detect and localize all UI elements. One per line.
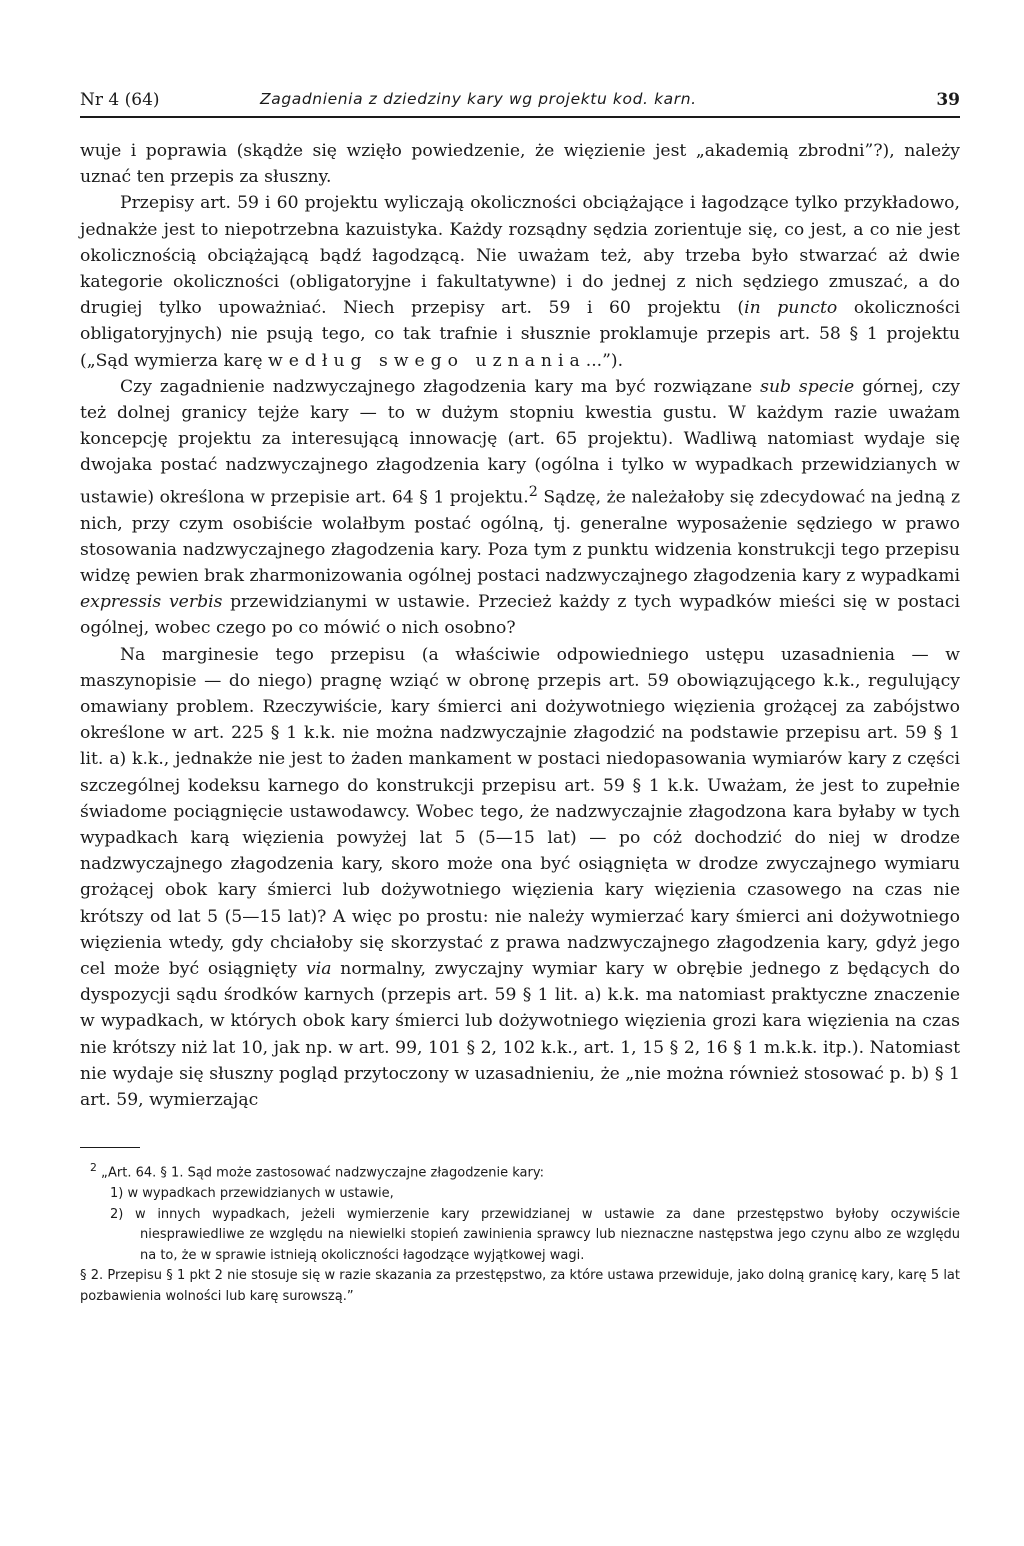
paragraph-4-italic: via [306, 959, 332, 980]
document-page [80, 84, 960, 1307]
paragraph-3 [80, 374, 960, 642]
paragraph-4-text-a: Na marginesie tego przepisu (a właściwie odpowiedniego ustępu uzasadnienia — w maszynopisie — do niego) pragnę wziąć w obronę przepis art. 59 obowiązującego k.k., regulujący omawiany problem. Rzeczywiście, kary śmierci ani dożywotniego więzienia grożącej za zabójstwo określone w art. 225 § 1 k.k. nie można nadzwyczajnie złagodzić na podstawie przepisu art. 59 § 1 lit. a) k.k., jednakże nie jest to żaden mankament w postaci niedopasowania wymiarów kary z części szczególnej kodeksu karnego do konstrukcji przepisu art. 59 § 1 k.k. Uważam, że jest to zupełnie świadome pociągnięcie ustawodawcy. Wobec tego, że nadzwyczajnie złagodzona kara byłaby w tych wypadkach karą więzienia powyżej lat 5 (5—15 lat) — po cóż dochodzić do niej w drodze nadzwyczajnego złagodzenia kary, skoro może ona być osiągnięta w drodze zwyczajnego wymiaru grożącej obok kary śmierci lub dożywotniego więzienia kary więzienia czasowego na czas nie krótszy od lat 5 (5—15 lat)? A więc po prostu: nie należy wymierzać kary śmierci ani dożywotniego więzienia wtedy, gdy chciałoby się skorzystać z prawa nadzwyczajnego złagodzenia kary, gdyż jego cel może być osiągnięty [80, 644, 960, 980]
paragraph-2-text-b: okoliczności obligatoryjnych) nie psują tego, co tak trafnie i słusznie proklamuje przepis art. 58 § 1 projektu („Sąd wymierza karę [80, 298, 960, 371]
paragraph-3-italic: sub specie [760, 376, 855, 397]
footnote-ref: 2 [528, 483, 538, 500]
paragraph-3-italic-2: expressis verbis [80, 592, 223, 613]
footnotes [80, 1158, 960, 1307]
paragraph-3-text-b: górnej, czy też dolnej granicy tejże kary — to w dużym stopniu kwestia gustu. W każdym razie uważam koncepcję projektu za interesującą innowację (art. 65 projektu). Wadliwą natomiast wydaje się dwojaka postać nadzwyczajnego złagodzenia kary (ogólna i tylko w wypadkach przewidzianych w ustawie) określona w przepisie art. 64 § 1 projektu. [80, 376, 960, 508]
paragraph-1 [80, 138, 960, 190]
footnote-divider [80, 1147, 140, 1148]
paragraph-2 [80, 190, 960, 373]
paragraph-2-spaced: według swego uznania [267, 350, 586, 371]
running-header [80, 84, 960, 118]
paragraph-2-italic: in puncto [744, 298, 838, 319]
page-number: 39 [936, 90, 960, 110]
footnote-item-1: 1) w wypadkach przewidzianych w ustawie, [110, 1186, 394, 1202]
footnote-paragraph-2: § 2. Przepisu § 1 pkt 2 nie stosuje się w razie skazania za przestępstwo, za które ustawa przewiduje, jako dolną granicę kary, karę 5 lat pozbawienia wolności lub karę surowszą.” [80, 1268, 960, 1304]
paragraph-3-text-c: Sądzę, że należałoby się zdecydować na jedną z nich, przy czym osobiście wolałbym postać ogólną, tj. generalne wyposażenie sędziego w prawo stosowania nadzwyczajnego złagodzenia kary. Poza tym z punktu widzenia konstrukcji tego przepisu widzę pewien brak zharmonizowania ogólnej postaci nadzwyczajnego złagodzenia kary z wypadkami [80, 487, 960, 586]
footnote-number: 2 [90, 1161, 97, 1175]
body-text [80, 138, 960, 1113]
paragraph-2-text-a: Przepisy art. 59 i 60 projektu wyliczają okoliczności obciążające i łagodzące tylko przykładowo, jednakże jest to niepotrzebna kazuistyka. Każdy rozsądny sędzia zorientuje się, co jest, a co nie jest okolicznością obciążającą bądź łagodzącą. Nie uważam też, aby trzeba było stwarzać aż dwie kategorie okoliczności (obligatoryjne i fakultatywne) i do jednej z nich sędziego zmuszać, a do drugiej tylko upoważniać. Niech przepisy art. 59 i 60 projektu ( [80, 193, 960, 319]
paragraph-1-text: wuje i poprawia (skądże się wzięło powiedzenie, że więzienie jest „akademią zbrodni”?), należy uznać ten przepis za słuszny. [80, 141, 960, 188]
paragraph-3-text-a: Czy zagadnienie nadzwyczajnego złagodzenia kary ma być rozwiązane [120, 376, 761, 397]
issue-number: Nr 4 (64) [80, 90, 160, 110]
footnote-2-text: „Art. 64. § 1. Sąd może zastosować nadzwyczajne złagodzenie kary: [101, 1165, 544, 1181]
paragraph-4-text-b: normalny, zwyczajny wymiar kary w obrębie jednego z będących do dyspozycji sądu środków karnych (przepis art. 59 § 1 lit. a) k.k. ma natomiast praktyczne znaczenie w wypadkach, w których obok kary śmierci lub dożywotniego więzienia grozi kara więzienia na czas nie krótszy niż lat 10, jak np. w art. 99, 101 § 2, 102 k.k., art. 1, 15 § 2, 16 § 1 m.k.k. itp.). Natomiast nie wydaje się słuszny pogląd przytoczony w uzasadnieniu, że „nie można również stosować p. b) § 1 art. 59, wymierzając [80, 959, 960, 1111]
running-title: Zagadnienia z dziedziny kary wg projektu kod. karn. [260, 90, 697, 108]
paragraph-4 [80, 642, 960, 1114]
paragraph-3-text-d: przewidzianymi w ustawie. Przecież każdy z tych wypadków mieści się w postaci ogólnej, wobec czego po co mówić o nich osobno? [80, 592, 960, 639]
footnote-2 [80, 1158, 960, 1184]
footnote-item-2: 2) w innych wypadkach, jeżeli wymierzenie kary przewidzianej w ustawie za dane przestępstwo byłoby oczywiście niesprawiedliwe ze względu na niewielki stopień zawinienia sprawcy lub nieznaczne następstwa jego czynu albo ze względu na to, że w sprawie istnieją okoliczności łagodzące wyjątkowej wagi. [110, 1206, 960, 1263]
paragraph-2-text-c: ...”). [585, 350, 624, 371]
